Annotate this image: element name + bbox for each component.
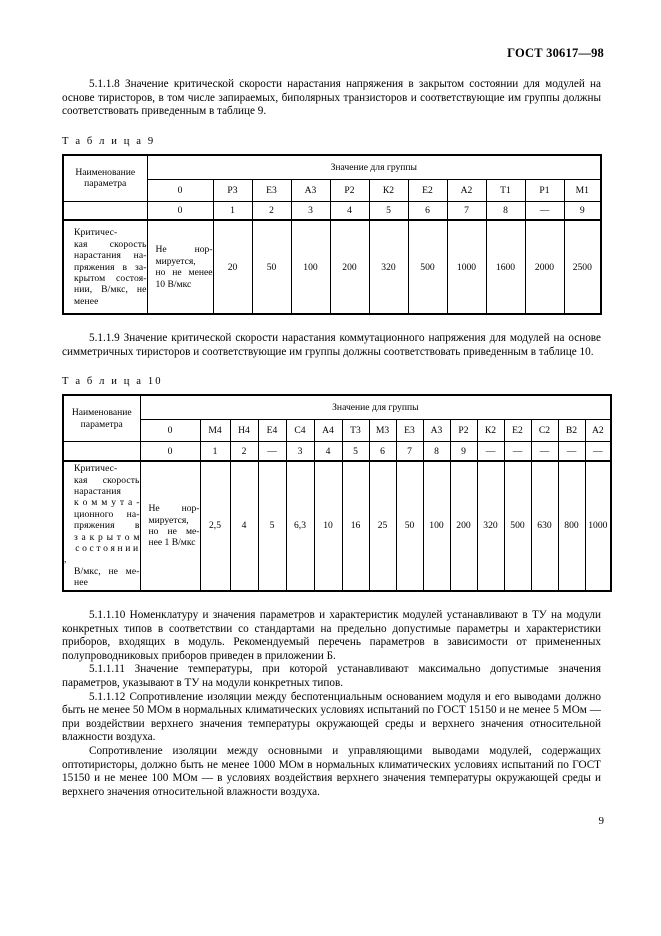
- table9-value: 200: [330, 220, 369, 314]
- table10-value: 320: [477, 461, 504, 591]
- table9-param-l5: крытом состоя-: [74, 272, 147, 284]
- table10-param-l9: В/мкс, не ме-: [74, 565, 140, 577]
- table9-value: 2500: [564, 220, 601, 314]
- table9-param-l1: Критичес-: [74, 227, 118, 239]
- table10-param-l1: Критичес-: [74, 463, 118, 475]
- table10-group-number: 7: [396, 442, 423, 461]
- table10-param-l4: к о м м у т а -: [74, 497, 140, 509]
- table9-param-l7: менее: [74, 295, 99, 307]
- table9-data-row: [63, 220, 601, 314]
- table10-value: 5: [258, 461, 286, 591]
- table10-group-code: С2: [531, 420, 558, 442]
- table10-group-number: 3: [286, 442, 314, 461]
- paragraph-5-1-1-11: 5.1.1.11 Значение температуры, при которой устанавливают максимально допустимые значения параметров, указывают в ТУ на модули конкретных типов.: [62, 663, 601, 689]
- table10-group-code: Р2: [450, 420, 477, 442]
- table10-group-numbers-row: [63, 442, 611, 461]
- spacer: [62, 592, 601, 609]
- page-number: 9: [598, 815, 604, 827]
- table10-data-row: [63, 461, 611, 591]
- table10-value: 2,5: [200, 461, 230, 591]
- table9-group-number: —: [525, 201, 564, 220]
- table9-param-l3: нарастания на-: [74, 250, 147, 262]
- table10-group-number: —: [531, 442, 558, 461]
- table9-group-code: Т1: [486, 179, 525, 201]
- table9-group-code: А3: [291, 179, 330, 201]
- table10-group-number: 2: [230, 442, 258, 461]
- table10-value: 1000: [585, 461, 611, 591]
- table10-group-code: Т3: [342, 420, 369, 442]
- table9-norm-note: [147, 220, 213, 314]
- table10-group-code: А2: [585, 420, 611, 442]
- table10-norm-l4: нее 1 В/мкс: [148, 537, 196, 549]
- table9-group-number: 6: [408, 201, 447, 220]
- table10-group-codes-row: [63, 420, 611, 442]
- table10-group-number: —: [558, 442, 585, 461]
- table10-param-l5: ционного на-: [74, 508, 140, 520]
- table9-group-number: [63, 201, 147, 220]
- table10-group-number: —: [585, 442, 611, 461]
- table10-header-span-row: [63, 395, 611, 420]
- table10-group-number: —: [477, 442, 504, 461]
- table10-value: 16: [342, 461, 369, 591]
- paragraph-optothyristor: Сопротивление изоляции между основными и управляющими выводами модулей, содержащих оптотиристоры, должно быть не менее 1000 МОм в нормальных климатических условиях испытаний по ГОСТ 15150 и не менее 100 МОм — в условиях воздействия верхнего значения температуры окружающей среды и верхнего значения относительной влажности воздуха.: [62, 744, 601, 798]
- table10-value: 25: [369, 461, 396, 591]
- table10-norm-l2: мируется,: [148, 514, 189, 526]
- table10-value: 630: [531, 461, 558, 591]
- table10-value: 100: [423, 461, 450, 591]
- table10-caption: Т а б л и ц а 10: [62, 376, 163, 388]
- table10-group-code: Н4: [230, 420, 258, 442]
- table9-caption: Т а б л и ц а 9: [62, 135, 156, 147]
- table10-group-code: Е3: [396, 420, 423, 442]
- table9-group-span-header: Значение для группы: [147, 155, 601, 180]
- table9-group-number: 4: [330, 201, 369, 220]
- page-content: [62, 78, 608, 799]
- table9-value: 50: [252, 220, 291, 314]
- table10-group-code: М3: [369, 420, 396, 442]
- table10-norm-note: [140, 461, 200, 591]
- table10-param-l6: пряжения в: [74, 520, 140, 532]
- table10-param-l7: з а к р ы т о м: [74, 531, 140, 543]
- table9-group-number: 1: [213, 201, 252, 220]
- table9-group-number: 9: [564, 201, 601, 220]
- table10-group-number: 0: [140, 442, 200, 461]
- table10-norm-l3: но не ме-: [148, 525, 200, 537]
- table10-group-code: Е2: [504, 420, 531, 442]
- table9-value: 2000: [525, 220, 564, 314]
- table10-value: 200: [450, 461, 477, 591]
- table9-group-number: 8: [486, 201, 525, 220]
- table10-parameter-name: [63, 461, 140, 591]
- table10-group-number: —: [504, 442, 531, 461]
- table9-param-l6: нии, В/мкс, не: [74, 284, 147, 296]
- spacer: [62, 119, 601, 136]
- table10-group-span-header: Значение для группы: [140, 395, 611, 420]
- table9-value: 320: [369, 220, 408, 314]
- table10-group-number: 9: [450, 442, 477, 461]
- table10-group-number: 8: [423, 442, 450, 461]
- table-9: [62, 154, 602, 316]
- table10-value: 50: [396, 461, 423, 591]
- table9-parameter-name: [63, 220, 147, 314]
- table10-value: 10: [314, 461, 342, 591]
- table9-param-l2: кая скорость: [74, 238, 147, 250]
- table10-group-number: [63, 442, 140, 461]
- table9-group-code: Р2: [330, 179, 369, 201]
- table9-group-code: М1: [564, 179, 601, 201]
- table10-param-l2: кая скорость: [74, 474, 140, 486]
- table9-group-number: 2: [252, 201, 291, 220]
- standard-header: ГОСТ 30617—98: [507, 46, 604, 60]
- table9-group-number: 0: [147, 201, 213, 220]
- table9-value: 500: [408, 220, 447, 314]
- table10-group-code: К2: [477, 420, 504, 442]
- table10-value: 6,3: [286, 461, 314, 591]
- table9-header-span-row: [63, 155, 601, 180]
- table10-value: 4: [230, 461, 258, 591]
- paragraph-5-1-1-8: 5.1.1.8 Значение критической скорости нарастания напряжения в закрытом состоянии для модулей на основе тиристоров, в том числе запираемых, биполярных транзисторов и соответствующие им группы должны соответствовать приведенным в таблице 9.: [62, 78, 601, 118]
- spacer: [62, 147, 601, 154]
- table10-group-number: 1: [200, 442, 230, 461]
- table9-group-code: Р3: [213, 179, 252, 201]
- table10-value: 500: [504, 461, 531, 591]
- table9-group-numbers-row: [63, 201, 601, 220]
- spacer: [62, 359, 601, 376]
- paragraph-5-1-1-10: 5.1.1.10 Номенклатуру и значения параметров и характеристик модулей устанавливают в ТУ на модули конкретных типов в соответствии со стандартами на предельно допустимые параметры и характеристики приборов, входящих в модуль. Рекомендуемый перечень параметров в зависимости от примененных полупроводниковых приборов приведен в приложении Б.: [62, 608, 601, 662]
- table9-norm-l2: мируется,: [155, 255, 196, 267]
- paragraph-5-1-1-9: 5.1.1.9 Значение критической скорости нарастания коммутационного напряжения для модулей на основе симметричных тиристоров и соответствующие им группы должны соответствовать приведенным в таблице 10.: [62, 332, 601, 358]
- table9-value: 20: [213, 220, 252, 314]
- spacer: [62, 387, 601, 394]
- table10-group-code: С4: [286, 420, 314, 442]
- table9-norm-l4: 10 В/мкс: [155, 278, 192, 290]
- paragraph-5-1-1-12: 5.1.1.12 Сопротивление изоляции между беспотенциальным основанием модуля и его выводами должно быть не менее 50 МОм в нормальных климатических условиях испытаний по ГОСТ 15150 и не менее 5 МОм — при воздействии верхнего значения температуры окружающей среды и верхнего значения относительной влажности воздуха.: [62, 690, 601, 744]
- table9-norm-l3: но не менее: [155, 267, 213, 279]
- table9-group-number: 3: [291, 201, 330, 220]
- table10-group-code: А3: [423, 420, 450, 442]
- table9-group-number: 5: [369, 201, 408, 220]
- table10-param-l10: нее: [74, 577, 88, 589]
- table10-group-number: 6: [369, 442, 396, 461]
- table10-group-number: —: [258, 442, 286, 461]
- table9-norm-l1: Не нор-: [155, 244, 213, 256]
- table9-group-code: 0: [147, 179, 213, 201]
- table10-group-code: А4: [314, 420, 342, 442]
- table9-value: 100: [291, 220, 330, 314]
- table10-group-code: 0: [140, 420, 200, 442]
- table9-group-code: Е3: [252, 179, 291, 201]
- table9-group-code: Е2: [408, 179, 447, 201]
- table10-group-code: М4: [200, 420, 230, 442]
- table9-value: 1000: [447, 220, 486, 314]
- table10-value: 800: [558, 461, 585, 591]
- table9-group-code: А2: [447, 179, 486, 201]
- table10-param-l3: нарастания: [74, 486, 121, 498]
- table10-norm-l1: Не нор-: [148, 503, 200, 515]
- table9-param-column-header: Наименование параметра: [63, 155, 147, 202]
- table10-param-l8: с о с т о я н и и ,: [64, 543, 139, 566]
- table10-group-code: В2: [558, 420, 585, 442]
- table10-group-number: 5: [342, 442, 369, 461]
- spacer: [62, 315, 601, 332]
- table9-value: 1600: [486, 220, 525, 314]
- table10-group-code: Е4: [258, 420, 286, 442]
- table10-group-number: 4: [314, 442, 342, 461]
- table9-group-code: Р1: [525, 179, 564, 201]
- table9-param-l4: пряжения в за-: [74, 261, 147, 273]
- table9-group-number: 7: [447, 201, 486, 220]
- table-10: [62, 394, 612, 592]
- table10-param-column-header: Наименование параметра: [63, 395, 140, 442]
- table9-group-code: К2: [369, 179, 408, 201]
